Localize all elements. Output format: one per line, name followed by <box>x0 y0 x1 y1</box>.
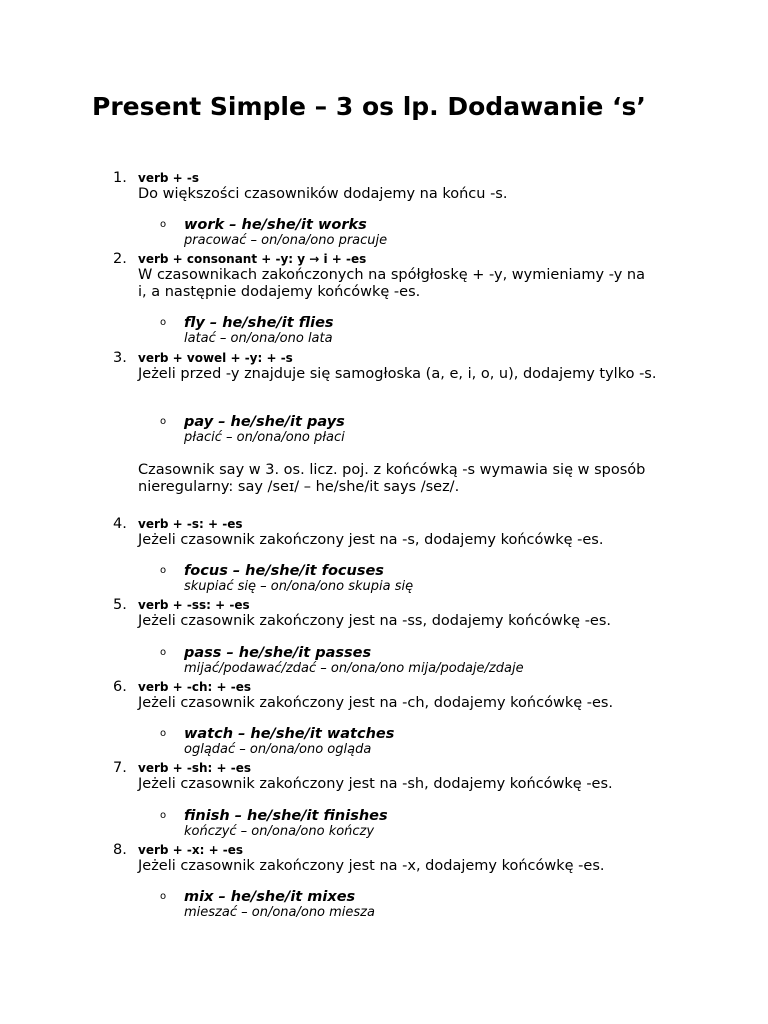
item-rule: verb + vowel + -y: + -s <box>138 351 293 365</box>
item-number: 4. <box>113 516 127 532</box>
example-english: focus – he/she/it focuses <box>184 563 384 579</box>
item-number: 1. <box>113 170 127 186</box>
page-title: Present Simple – 3 os lp. Dodawanie ‘s’ <box>92 92 646 121</box>
example-polish: pracować – on/ona/ono pracuje <box>184 233 388 248</box>
example-english: watch – he/she/it watches <box>184 726 395 742</box>
item-description: Jeżeli przed -y znajduje się samogłoska (a, e, i, o, u), dodajemy tylko -s. <box>138 366 657 382</box>
item-rule: verb + -x: + -es <box>138 843 244 857</box>
example-polish: oglądać – on/ona/ono ogląda <box>184 742 372 757</box>
bullet-icon: o <box>160 317 167 328</box>
example-english: work – he/she/it works <box>184 217 367 233</box>
item-number: 3. <box>113 350 127 366</box>
item-description: Jeżeli czasownik zakończony jest na -s, dodajemy końcówkę -es. <box>138 532 604 548</box>
item-rule: verb + -sh: + -es <box>138 761 252 775</box>
item-description: W czasownikach zakończonych na spółgłoskę + -y, wymieniamy -y na i, a następnie dodajemy końcówkę -es. <box>138 267 645 300</box>
bullet-icon: o <box>160 647 167 658</box>
item-number: 2. <box>113 251 127 267</box>
bullet-icon: o <box>160 219 167 230</box>
example-polish: mieszać – on/ona/ono miesza <box>184 905 375 920</box>
item-description: Jeżeli czasownik zakończony jest na -ss, dodajemy końcówkę -es. <box>138 613 612 629</box>
item-rule: verb + consonant + -y: y → i + -es <box>138 252 367 266</box>
bullet-icon: o <box>160 728 167 739</box>
bullet-icon: o <box>160 810 167 821</box>
item-number: 8. <box>113 842 127 858</box>
item-number: 6. <box>113 679 127 695</box>
example-polish: mijać/podawać/zdać – on/ona/ono mija/podaje/zdaje <box>184 661 524 676</box>
example-polish: płacić – on/ona/ono płaci <box>184 430 345 445</box>
item-number: 5. <box>113 597 127 613</box>
bullet-icon: o <box>160 416 167 427</box>
item-rule: verb + -ss: + -es <box>138 598 250 612</box>
item-description: Do większości czasowników dodajemy na końcu -s. <box>138 186 508 202</box>
item-description: Jeżeli czasownik zakończony jest na -ch, dodajemy końcówkę -es. <box>138 695 614 711</box>
bullet-icon: o <box>160 891 167 902</box>
pronunciation-note: Czasownik say w 3. os. licz. poj. z końcówką -s wymawia się w sposób nieregularny: say /seɪ/ – he/she/it says /sez/. <box>138 462 646 495</box>
item-description: Jeżeli czasownik zakończony jest na -x, dodajemy końcówkę -es. <box>138 858 605 874</box>
item-rule: verb + -s: + -es <box>138 517 243 531</box>
item-rule: verb + -s <box>138 171 200 185</box>
item-rule: verb + -ch: + -es <box>138 680 251 694</box>
example-english: pay – he/she/it pays <box>184 414 345 430</box>
bullet-icon: o <box>160 565 167 576</box>
example-polish: kończyć – on/ona/ono kończy <box>184 824 375 839</box>
example-english: finish – he/she/it finishes <box>184 808 388 824</box>
example-english: pass – he/she/it passes <box>184 645 372 661</box>
example-english: fly – he/she/it flies <box>184 315 334 331</box>
example-english: mix – he/she/it mixes <box>184 889 356 905</box>
example-polish: latać – on/ona/ono lata <box>184 331 333 346</box>
item-number: 7. <box>113 760 127 776</box>
example-polish: skupiać się – on/ona/ono skupia się <box>184 579 414 594</box>
item-description: Jeżeli czasownik zakończony jest na -sh, dodajemy końcówkę -es. <box>138 776 613 792</box>
